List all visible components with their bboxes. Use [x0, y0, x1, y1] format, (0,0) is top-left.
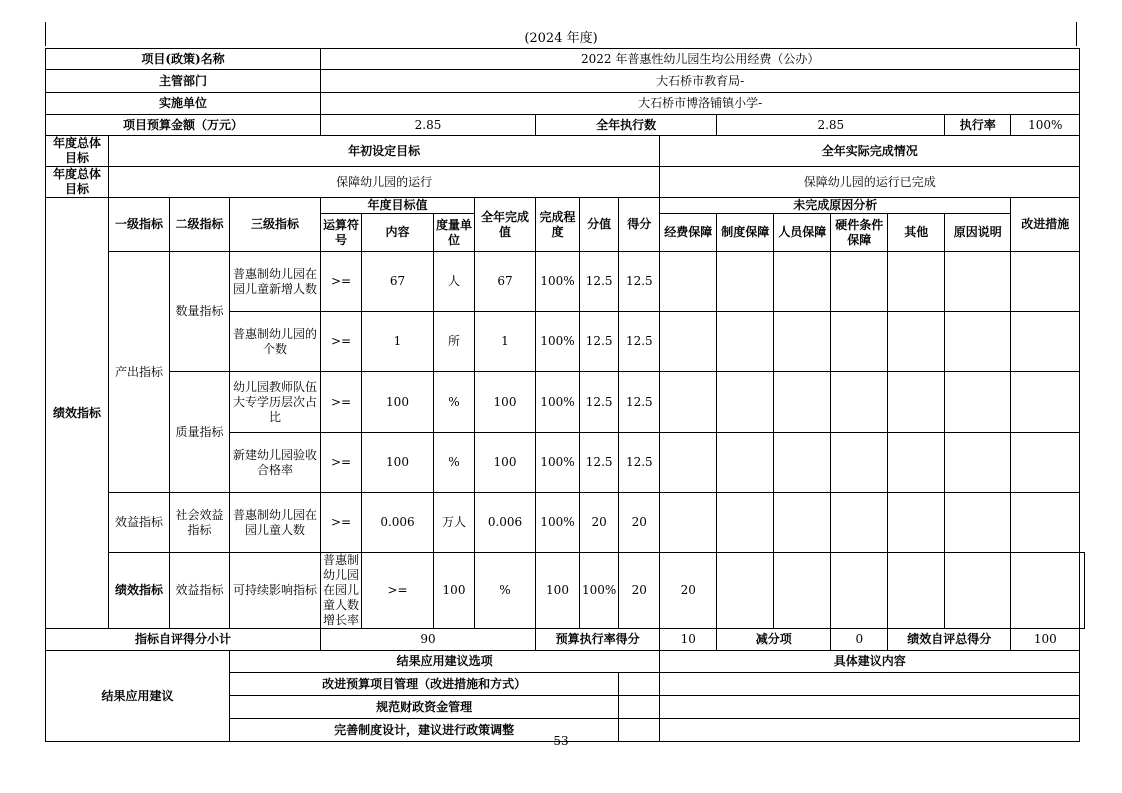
quantity-indicator: 数量指标: [170, 252, 230, 372]
row-content: 0.006: [362, 493, 434, 553]
row-score: 12.5: [580, 252, 619, 312]
row-degree: 100%: [536, 252, 580, 312]
row-done: 1: [475, 312, 536, 372]
row-op: >=: [321, 372, 362, 433]
quality-indicator: 质量指标: [170, 372, 230, 493]
row-unit: %: [434, 372, 475, 433]
benefit-indicator: 效益指标: [170, 553, 230, 629]
dept-value: 大石桥市教育局-: [321, 70, 1080, 93]
row-indicator-name: 新建幼儿园验收合格率: [230, 433, 321, 493]
col-score: 分值: [580, 198, 619, 252]
row-degree: 100%: [536, 493, 580, 553]
row-score: 12.5: [580, 312, 619, 372]
suggest-option: 规范财政资金管理: [230, 696, 619, 719]
row-got: 20: [619, 493, 660, 553]
row-op: >=: [321, 252, 362, 312]
rate-value: 100%: [1011, 115, 1080, 136]
row-op: >=: [321, 433, 362, 493]
rate-label: 执行率: [945, 115, 1011, 136]
row-done: 0.006: [475, 493, 536, 553]
row-op: >=: [362, 553, 434, 629]
col-target-group: 年度目标值: [321, 198, 475, 214]
row-indicator-name: 幼儿园教师队伍大专学历层次占比: [230, 372, 321, 433]
col-got: 得分: [619, 198, 660, 252]
suggest-content-header: 具体建议内容: [660, 651, 1080, 673]
budget-label: 项目预算金额（万元）: [46, 115, 321, 136]
col-reason-hardware: 硬件条件保障: [831, 214, 888, 252]
social-benefit-indicator: 社会效益指标: [170, 493, 230, 553]
page-number: 53: [553, 734, 569, 748]
row-score: 20: [580, 493, 619, 553]
perf-indicator-group-b: 绩效指标: [109, 553, 170, 629]
exec-label: 全年执行数: [536, 115, 717, 136]
suggest-option-check: [619, 696, 660, 719]
impl-unit-label: 实施单位: [46, 93, 321, 115]
year-label: (2024 年度): [524, 31, 598, 46]
row-degree: 100%: [536, 433, 580, 493]
col-level1: 一级指标: [109, 198, 170, 252]
row-score: 12.5: [580, 433, 619, 493]
row-got: 12.5: [619, 312, 660, 372]
row-content: 1: [362, 312, 434, 372]
benefit-indicator: 效益指标: [109, 493, 170, 553]
row-unit: 所: [434, 312, 475, 372]
row-done: 100: [475, 433, 536, 493]
row-unit: 万人: [434, 493, 475, 553]
row-indicator-name: 普惠制幼儿园在园儿童人数增长率: [321, 553, 362, 629]
row-indicator-name: 普惠制幼儿园的个数: [230, 312, 321, 372]
row-unit: %: [434, 433, 475, 493]
row-degree: 100%: [536, 312, 580, 372]
deduct-value: 0: [831, 629, 888, 651]
subtotal-label: 指标自评得分小计: [46, 629, 321, 651]
actual-completion-text: 保障幼儿园的运行已完成: [660, 167, 1080, 198]
col-op: 运算符号: [321, 214, 362, 252]
suggest-option-content: [660, 673, 1080, 696]
initial-goal-header: 年初设定目标: [109, 136, 660, 167]
row-done: 100: [475, 372, 536, 433]
row-done: 100: [536, 553, 580, 629]
budget-score-label: 预算执行率得分: [536, 629, 660, 651]
year-goal-label-2: 年度总体目标: [46, 167, 109, 198]
subtotal-value: 90: [321, 629, 536, 651]
col-improve: 改进措施: [1011, 198, 1080, 252]
col-reason-other: 其他: [888, 214, 945, 252]
col-reason-staff: 人员保障: [774, 214, 831, 252]
row-score: 20: [619, 553, 660, 629]
row-score: 12.5: [580, 372, 619, 433]
row-content: 100: [434, 553, 475, 629]
col-reason-group: 未完成原因分析: [660, 198, 1011, 214]
deduct-label: 减分项: [717, 629, 831, 651]
budget-score-value: 10: [660, 629, 717, 651]
row-content: 67: [362, 252, 434, 312]
row-degree: 100%: [580, 553, 619, 629]
total-score-value: 100: [1011, 629, 1080, 651]
suggest-option-check: [619, 673, 660, 696]
col-unit: 度量单位: [434, 214, 475, 252]
col-reason-system: 制度保障: [717, 214, 774, 252]
row-op: >=: [321, 493, 362, 553]
suggest-option: 完善制度设计，建议进行政策调整: [230, 719, 619, 742]
suggest-options-header: 结果应用建议选项: [230, 651, 660, 673]
exec-value: 2.85: [717, 115, 945, 136]
row-unit: %: [475, 553, 536, 629]
row-content: 100: [362, 372, 434, 433]
actual-completion-header: 全年实际完成情况: [660, 136, 1080, 167]
project-name-label: 项目(政策)名称: [46, 49, 321, 70]
perf-indicator-group-a: 绩效指标: [46, 198, 109, 629]
dept-label: 主管部门: [46, 70, 321, 93]
budget-value: 2.85: [321, 115, 536, 136]
row-got: 12.5: [619, 372, 660, 433]
suggest-option: 改进预算项目管理（改进措施和方式）: [230, 673, 619, 696]
col-content: 内容: [362, 214, 434, 252]
col-done: 全年完成值: [475, 198, 536, 252]
row-content: 100: [362, 433, 434, 493]
row-done: 67: [475, 252, 536, 312]
suggest-option-content: [660, 696, 1080, 719]
total-score-label: 绩效自评总得分: [888, 629, 1011, 651]
col-level3: 三级指标: [230, 198, 321, 252]
suggest-label: 结果应用建议: [46, 651, 230, 742]
sustain-indicator: 可持续影响指标: [230, 553, 321, 629]
year-goal-label: 年度总体目标: [46, 136, 109, 167]
row-got: 12.5: [619, 433, 660, 493]
row-unit: 人: [434, 252, 475, 312]
row-got: 20: [660, 553, 717, 629]
row-indicator-name: 普惠制幼儿园在园儿童人数: [230, 493, 321, 553]
row-degree: 100%: [536, 372, 580, 433]
project-name-value: 2022 年普惠性幼儿园生均公用经费（公办）: [321, 49, 1080, 70]
initial-goal-text: 保障幼儿园的运行: [109, 167, 660, 198]
col-reason-desc: 原因说明: [945, 214, 1011, 252]
col-degree: 完成程度: [536, 198, 580, 252]
impl-unit-value: 大石桥市博洛铺镇小学-: [321, 93, 1080, 115]
col-reason-funding: 经费保障: [660, 214, 717, 252]
row-op: >=: [321, 312, 362, 372]
col-level2: 二级指标: [170, 198, 230, 252]
performance-evaluation-table: [45, 48, 1085, 742]
row-got: 12.5: [619, 252, 660, 312]
output-indicator: 产出指标: [109, 252, 170, 493]
row-indicator-name: 普惠制幼儿园在园儿童新增人数: [230, 252, 321, 312]
